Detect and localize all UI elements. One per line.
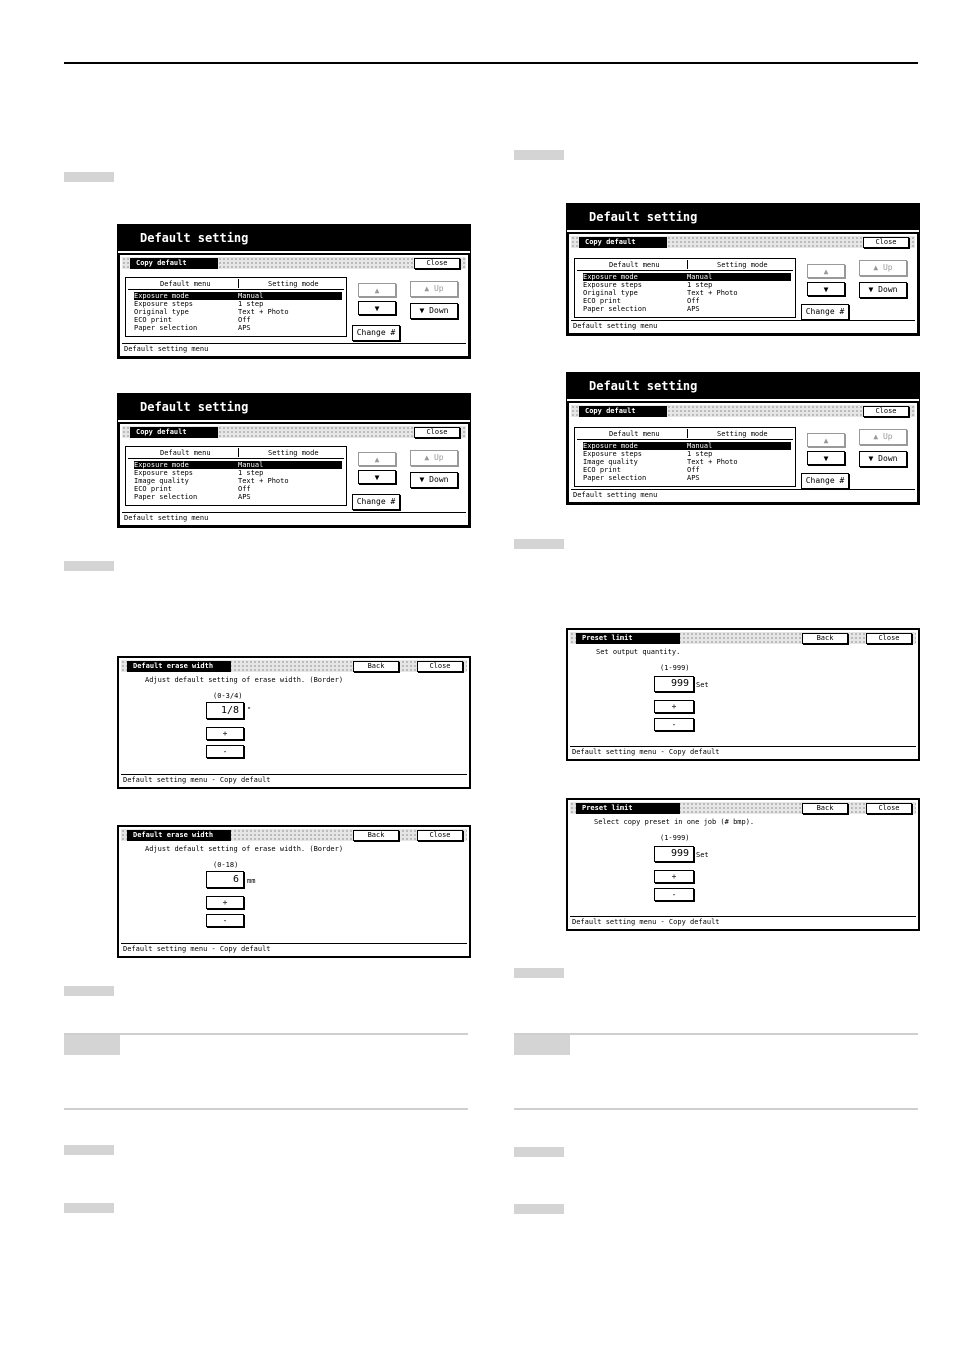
header-line [128, 458, 344, 459]
window-header [121, 829, 467, 841]
minus-button[interactable]: - [206, 914, 244, 927]
item-value: 1 step [238, 300, 264, 308]
status-bar: Default setting menu - Copy default [570, 746, 916, 757]
back-button[interactable]: Back [802, 633, 848, 644]
default-setting-screen [566, 203, 920, 336]
header-line [128, 289, 344, 290]
instruction-text: Adjust default setting of erase width. (Border) [145, 845, 344, 853]
preset-limit-value: 999 [654, 846, 694, 862]
item-name: Exposure steps [134, 469, 194, 477]
window-header-label: Copy default [579, 406, 667, 417]
minus-button[interactable]: - [654, 888, 694, 901]
preset-limit-screen [566, 628, 920, 761]
copy-default-window [567, 401, 919, 504]
scroll-up-button[interactable]: ▲ [358, 452, 396, 466]
unit-label: " [247, 706, 252, 714]
instruction-text: Adjust default setting of erase width. (Border) [145, 676, 344, 684]
range-label: (0-3/4) [213, 692, 243, 700]
list-item[interactable] [134, 324, 342, 332]
window-header-label: Preset limit [576, 633, 680, 644]
unit-label: Set [696, 681, 709, 689]
window-header [122, 426, 466, 438]
top-rule [64, 62, 918, 64]
list-item[interactable] [134, 292, 342, 300]
note-bottom-rule [514, 1108, 918, 1110]
item-value: Manual [687, 442, 713, 450]
item-name: Exposure mode [583, 273, 638, 281]
close-button[interactable]: Close [414, 427, 460, 438]
instruction-text: Set output quantity. [596, 648, 681, 656]
step-marker [64, 1203, 114, 1213]
item-name: Image quality [583, 458, 638, 466]
list-item[interactable] [134, 316, 342, 324]
preset-limit-screen [566, 798, 920, 931]
note-top-rule [64, 1033, 468, 1035]
erase-width-screen [117, 656, 471, 789]
plus-button[interactable]: + [654, 870, 694, 883]
item-name: ECO print [583, 297, 621, 305]
item-value: Off [238, 485, 251, 493]
screen-title: Default setting [118, 225, 470, 251]
status-bar: Default setting menu [571, 320, 915, 331]
column-header-menu: Default menu [609, 430, 660, 438]
back-button[interactable]: Back [802, 803, 848, 814]
default-menu-list [574, 427, 796, 487]
item-value: APS [687, 305, 700, 313]
back-button[interactable]: Back [353, 830, 399, 841]
item-name: Exposure mode [583, 442, 638, 450]
item-value: Off [238, 316, 251, 324]
erase-width-value: 1/8 [206, 702, 244, 719]
change-button[interactable]: Change # [801, 304, 849, 320]
status-bar: Default setting menu - Copy default [570, 916, 916, 927]
window-header-label: Copy default [130, 427, 218, 438]
up-button[interactable]: ▲ Up [410, 281, 458, 297]
item-value: Text + Photo [238, 477, 289, 485]
step-marker [64, 1145, 114, 1155]
item-name: Paper selection [134, 324, 198, 332]
window-header [570, 632, 916, 644]
header-line [577, 270, 793, 271]
instruction-text: Select copy preset in one job (# bmp). [594, 818, 755, 826]
list-item[interactable] [134, 477, 342, 485]
scroll-down-button[interactable]: ▼ [807, 451, 845, 465]
item-value: Text + Photo [687, 458, 738, 466]
range-label: (1-999) [660, 664, 690, 672]
scroll-up-button[interactable]: ▲ [358, 283, 396, 297]
window-header-label: Copy default [579, 237, 667, 248]
window-header-label: Default erase width [127, 661, 231, 672]
status-bar: Default setting menu [122, 343, 466, 354]
preset-limit-value: 999 [654, 676, 694, 692]
plus-button[interactable]: + [206, 896, 244, 909]
list-item[interactable] [134, 308, 342, 316]
column-header-mode: Setting mode [268, 449, 319, 457]
item-value: 1 step [687, 281, 713, 289]
down-button[interactable]: ▼ Down [410, 472, 458, 488]
erase-width-value: 6 [206, 871, 244, 888]
up-button[interactable]: ▲ Up [410, 450, 458, 466]
scroll-down-button[interactable]: ▼ [807, 282, 845, 296]
column-header-menu: Default menu [609, 261, 660, 269]
step-marker [64, 172, 114, 182]
minus-button[interactable]: - [206, 745, 244, 758]
item-value: APS [687, 474, 700, 482]
step-marker [514, 150, 564, 160]
item-name: Paper selection [134, 493, 198, 501]
item-value: Manual [238, 461, 264, 469]
item-value: 1 step [687, 450, 713, 458]
down-button[interactable]: ▼ Down [859, 282, 907, 298]
default-menu-list [125, 277, 347, 337]
item-value: Off [687, 466, 700, 474]
item-value: Text + Photo [238, 308, 289, 316]
list-item[interactable] [583, 281, 791, 289]
list-item[interactable] [134, 300, 342, 308]
minus-button[interactable]: - [654, 718, 694, 731]
item-name: Paper selection [583, 305, 647, 313]
note-bottom-rule [64, 1108, 468, 1110]
list-item[interactable] [583, 273, 791, 281]
range-label: (0-18) [213, 861, 239, 869]
default-menu-list [574, 258, 796, 318]
list-item[interactable] [134, 493, 342, 501]
unit-label: Set [696, 851, 709, 859]
list-item[interactable] [583, 466, 791, 474]
column-divider [238, 448, 239, 457]
screen-title: Default setting [567, 204, 919, 230]
column-divider [687, 260, 688, 269]
step-marker [514, 1204, 564, 1214]
list-item[interactable] [583, 289, 791, 297]
step-marker [64, 986, 114, 996]
item-name: Exposure steps [134, 300, 194, 308]
item-name: Exposure steps [583, 281, 643, 289]
list-item[interactable] [134, 469, 342, 477]
range-label: (1-999) [660, 834, 690, 842]
window-header [571, 405, 915, 417]
column-header-menu: Default menu [160, 449, 211, 457]
column-divider [238, 279, 239, 288]
up-button[interactable]: ▲ Up [859, 429, 907, 445]
list-item[interactable] [583, 305, 791, 313]
change-button[interactable]: Change # [352, 494, 400, 510]
change-button[interactable]: Change # [801, 473, 849, 489]
item-name: Original type [583, 289, 638, 297]
screen-title: Default setting [118, 394, 470, 420]
close-button[interactable]: Close [863, 237, 909, 248]
plus-button[interactable]: + [206, 727, 244, 740]
scroll-down-button[interactable]: ▼ [358, 470, 396, 484]
step-marker [514, 968, 564, 978]
column-header-mode: Setting mode [717, 430, 768, 438]
list-item[interactable] [583, 297, 791, 305]
close-button[interactable]: Close [866, 803, 912, 814]
down-button[interactable]: ▼ Down [410, 303, 458, 319]
step-marker [64, 561, 114, 571]
list-item[interactable] [583, 458, 791, 466]
list-item[interactable] [134, 485, 342, 493]
window-header-label: Preset limit [576, 803, 680, 814]
close-button[interactable]: Close [414, 258, 460, 269]
default-setting-screen [117, 224, 471, 359]
note-top-rule [514, 1033, 918, 1035]
default-setting-screen [117, 393, 471, 528]
unit-label: mm [247, 877, 256, 885]
close-button[interactable]: Close [863, 406, 909, 417]
column-header-mode: Setting mode [268, 280, 319, 288]
item-name: Exposure mode [134, 292, 189, 300]
item-value: Manual [238, 292, 264, 300]
item-name: ECO print [583, 466, 621, 474]
note-marker [64, 1035, 120, 1055]
item-name: Paper selection [583, 474, 647, 482]
step-marker [514, 1147, 564, 1157]
erase-width-screen [117, 825, 471, 958]
scroll-up-button[interactable]: ▲ [807, 433, 845, 447]
item-name: Exposure steps [583, 450, 643, 458]
status-bar: Default setting menu - Copy default [121, 774, 467, 785]
status-bar: Default setting menu - Copy default [121, 943, 467, 954]
column-divider [687, 429, 688, 438]
item-value: 1 step [238, 469, 264, 477]
window-header [571, 236, 915, 248]
item-name: Image quality [134, 477, 189, 485]
header-line [577, 439, 793, 440]
close-button[interactable]: Close [417, 830, 463, 841]
down-button[interactable]: ▼ Down [859, 451, 907, 467]
window-header [570, 802, 916, 814]
window-header-label: Default erase width [127, 830, 231, 841]
window-header [121, 660, 467, 672]
default-menu-list [125, 446, 347, 506]
window-header [122, 257, 466, 269]
screen-title: Default setting [567, 373, 919, 399]
item-value: Manual [687, 273, 713, 281]
plus-button[interactable]: + [654, 700, 694, 713]
scroll-up-button[interactable]: ▲ [807, 264, 845, 278]
list-item[interactable] [583, 442, 791, 450]
close-button[interactable]: Close [866, 633, 912, 644]
change-button[interactable]: Change # [352, 325, 400, 341]
copy-default-window [118, 253, 470, 358]
status-bar: Default setting menu [122, 512, 466, 523]
item-name: Exposure mode [134, 461, 189, 469]
up-button[interactable]: ▲ Up [859, 260, 907, 276]
list-item[interactable] [583, 450, 791, 458]
scroll-down-button[interactable]: ▼ [358, 301, 396, 315]
item-value: Text + Photo [687, 289, 738, 297]
note-marker [514, 1035, 570, 1055]
close-button[interactable]: Close [417, 661, 463, 672]
item-value: Off [687, 297, 700, 305]
default-setting-screen [566, 372, 920, 505]
window-header-label: Copy default [130, 258, 218, 269]
back-button[interactable]: Back [353, 661, 399, 672]
step-marker [514, 539, 564, 549]
item-name: ECO print [134, 316, 172, 324]
status-bar: Default setting menu [571, 489, 915, 500]
column-header-mode: Setting mode [717, 261, 768, 269]
item-name: ECO print [134, 485, 172, 493]
item-value: APS [238, 324, 251, 332]
column-header-menu: Default menu [160, 280, 211, 288]
copy-default-window [567, 232, 919, 335]
item-name: Original type [134, 308, 189, 316]
copy-default-window [118, 422, 470, 527]
list-item[interactable] [134, 461, 342, 469]
item-value: APS [238, 493, 251, 501]
list-item[interactable] [583, 474, 791, 482]
